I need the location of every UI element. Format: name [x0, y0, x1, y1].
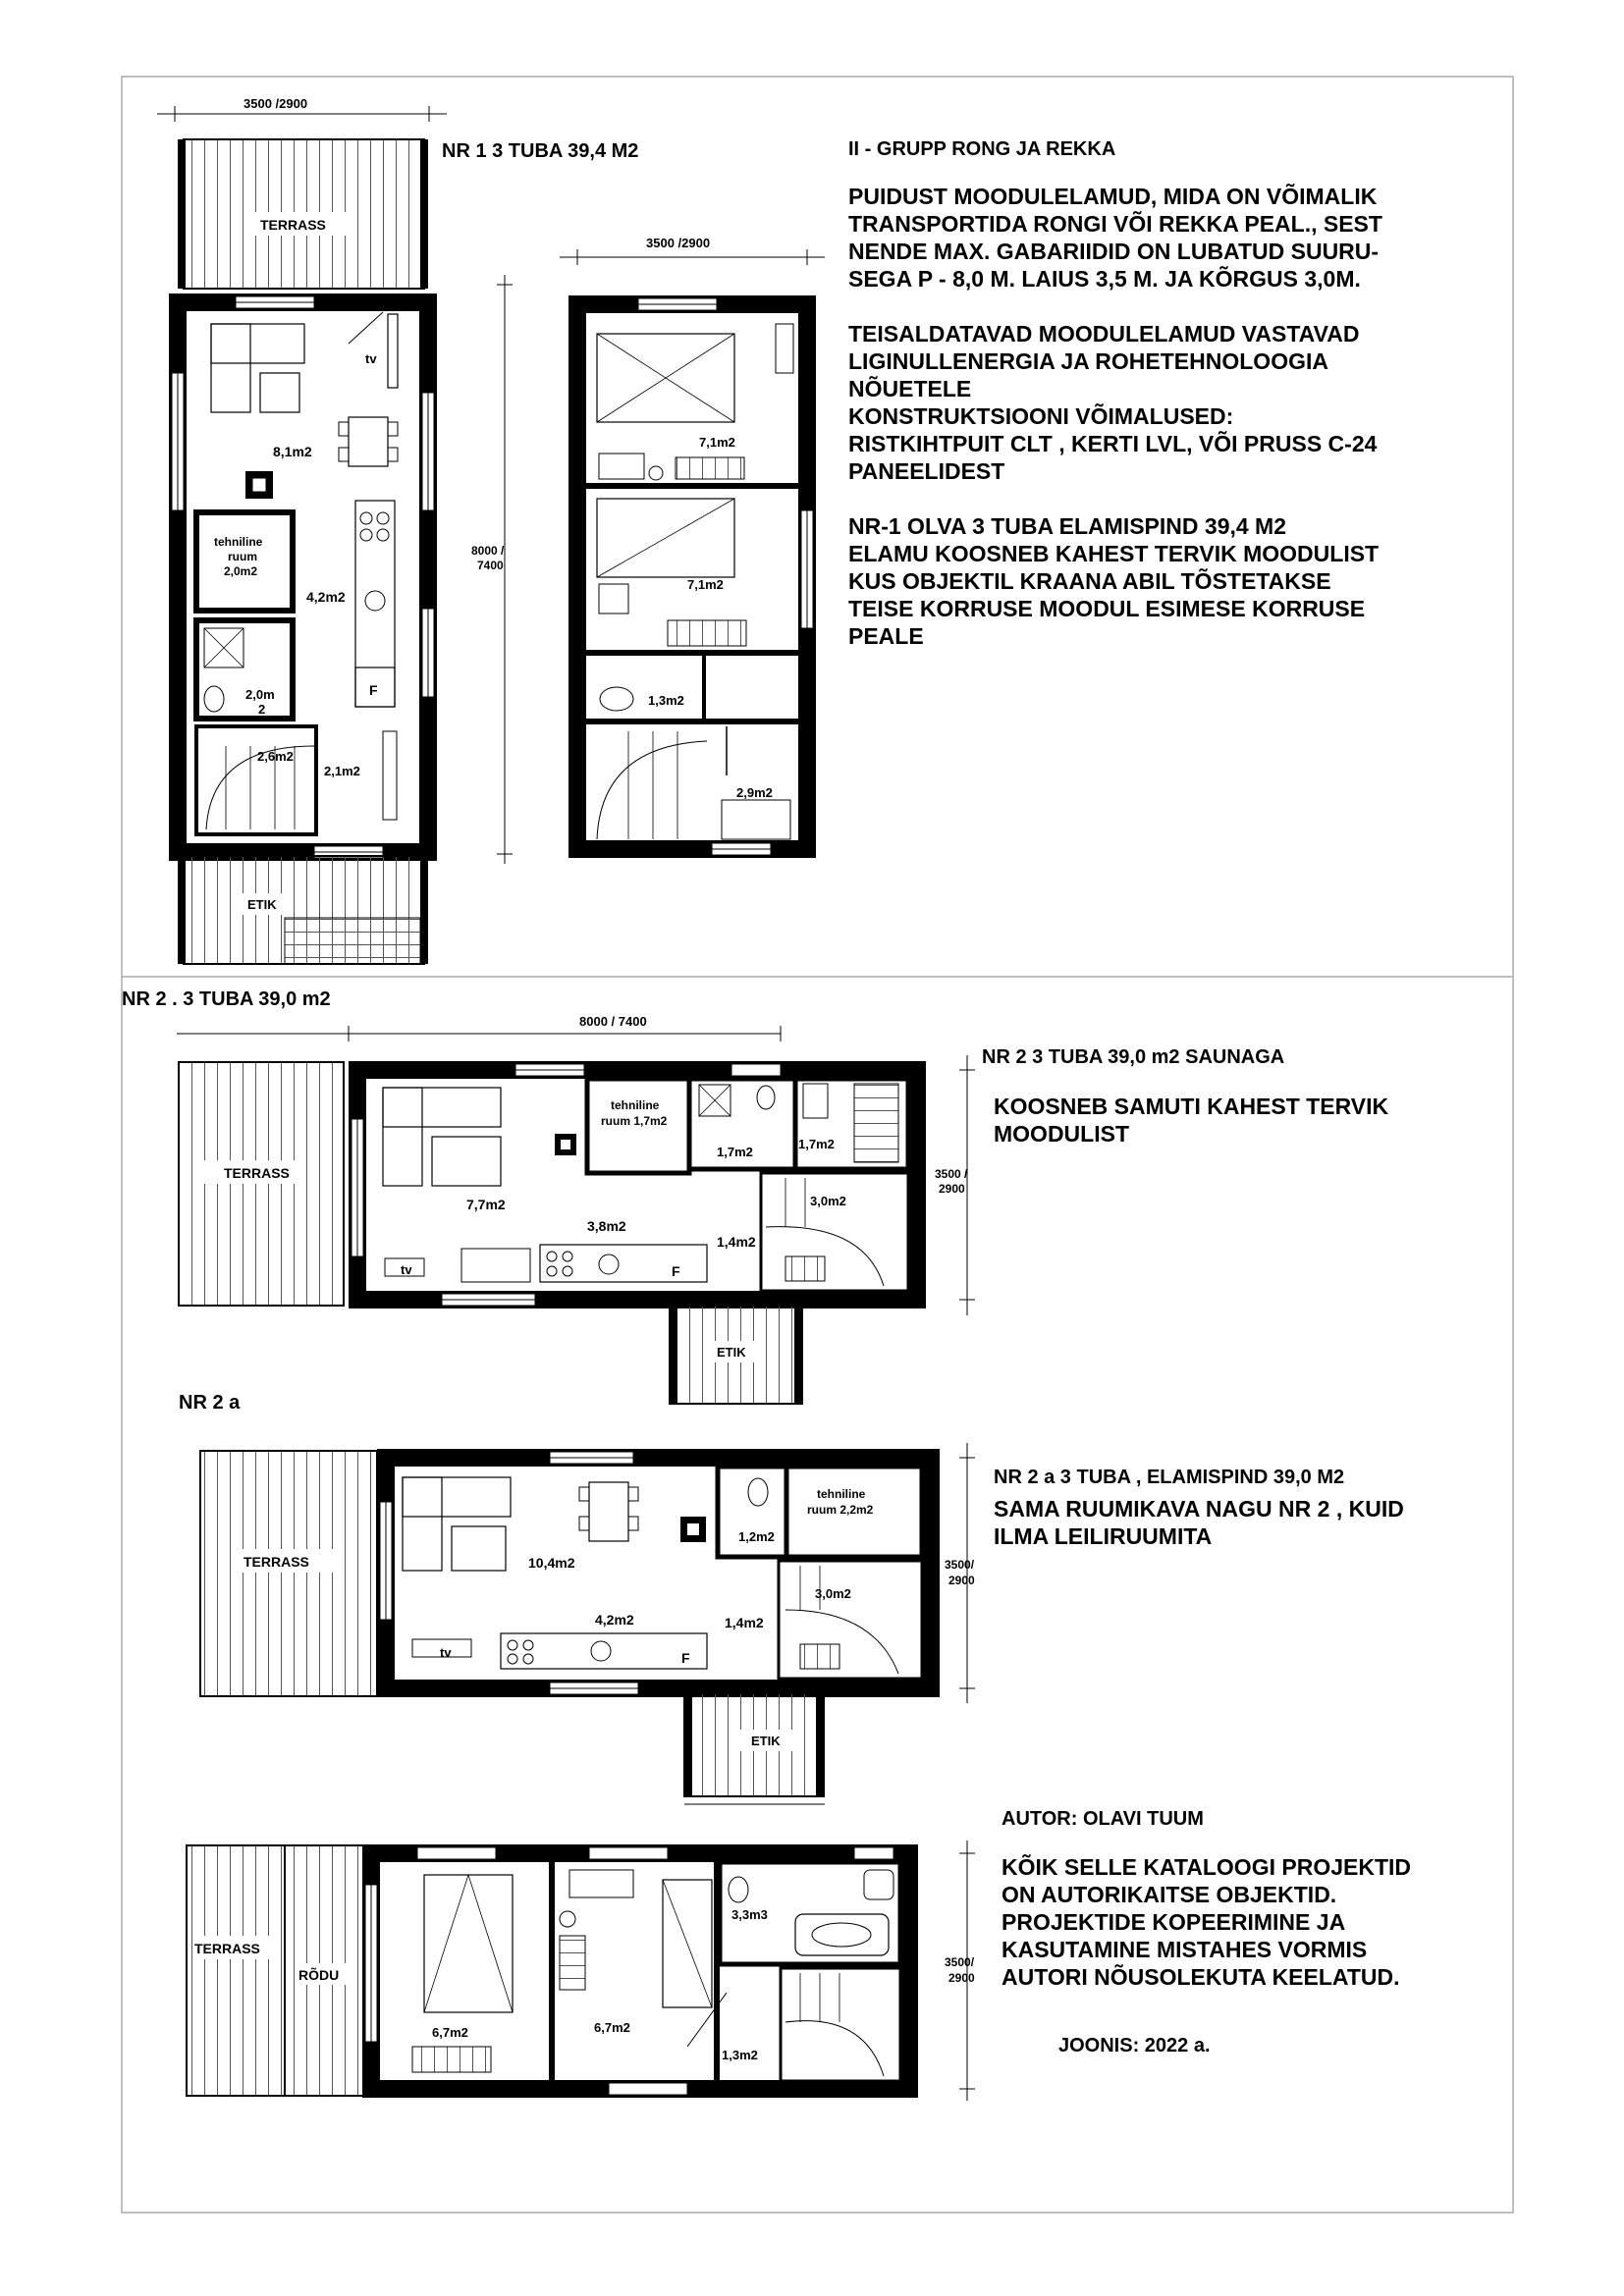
- room-area-hall: 2,1m2: [324, 764, 360, 778]
- room-label-terrace: TERRASS: [224, 1165, 290, 1181]
- author-line: AUTOR: OLAVI TUUM: [1001, 1808, 1204, 1830]
- room-label-porch: ETIK: [717, 1345, 746, 1360]
- room-area-living: 7,7m2: [466, 1197, 506, 1212]
- room-area-wc: 1,2m2: [738, 1529, 775, 1544]
- dimension-label: 3500 /2900: [244, 96, 308, 111]
- fridge-label: F: [369, 682, 378, 698]
- svg-text:2,0m2: 2,0m2: [224, 564, 258, 578]
- svg-text:7400: 7400: [477, 559, 504, 572]
- room-label-technical: tehniline: [611, 1098, 660, 1112]
- tv-label: tv: [401, 1262, 412, 1277]
- room-area-hall: 1,4m2: [725, 1615, 764, 1630]
- room-label-terrace: TERRASS: [260, 217, 326, 233]
- room-area-living: 8,1m2: [273, 444, 312, 459]
- nr2a-section-title: NR 2 a: [179, 1392, 241, 1414]
- plan-nr1-upper: [560, 236, 825, 855]
- svg-text:2900: 2900: [939, 1182, 965, 1196]
- plan-nr1-title: NR 1 3 TUBA 39,4 M2: [442, 140, 639, 162]
- nr2a-description: SAMA RUUMIKAVA NAGU NR 2 , KUID ILMA LEILIRUUMITA: [994, 1496, 1404, 1549]
- terrace-deck: [200, 1451, 377, 1696]
- nr2-title: NR 2 3 TUBA 39,0 m2 SAUNAGA: [982, 1046, 1285, 1068]
- room-area-kitchen: 4,2m2: [306, 589, 346, 605]
- room-area-wc: 2,0m: [245, 687, 275, 702]
- room-label-porch: ETIK: [247, 897, 277, 912]
- room-area-sauna: 1,7m2: [798, 1137, 835, 1151]
- fridge-label: F: [672, 1263, 680, 1279]
- svg-text:ruum 2,2m2: ruum 2,2m2: [807, 1503, 874, 1517]
- room-label-balcony: RÕDU: [298, 1967, 340, 1983]
- room-label-terrace: TERRASS: [244, 1554, 309, 1570]
- tv-label: tv: [440, 1645, 452, 1660]
- intro-heading: II - GRUPP RONG JA REKKA: [848, 138, 1116, 160]
- dimension-label: 3500/: [945, 1558, 975, 1572]
- room-area-bed1: 6,7m2: [432, 2025, 468, 2040]
- room-area-bed1: 7,1m2: [699, 435, 735, 450]
- svg-text:2: 2: [258, 702, 266, 717]
- svg-text:ruum: ruum: [228, 550, 257, 563]
- room-area-bed2: 6,7m2: [594, 2020, 630, 2035]
- drawing-date: JOONIS: 2022 a.: [1058, 2035, 1211, 2056]
- plan-upper-horizontal: [187, 1841, 975, 2101]
- dimension-label: 8000 / 7400: [579, 1014, 647, 1029]
- fridge-label: F: [681, 1650, 690, 1666]
- room-area-living: 10,4m2: [528, 1555, 575, 1571]
- nr2a-title: NR 2 a 3 TUBA , ELAMISPIND 39,0 M2: [994, 1467, 1345, 1488]
- svg-text:ruum 1,7m2: ruum 1,7m2: [601, 1114, 668, 1128]
- dimension-label: 3500 /: [935, 1167, 968, 1181]
- room-label-porch: ETIK: [751, 1734, 781, 1748]
- room-area-kitchen: 4,2m2: [595, 1612, 634, 1628]
- room-area-kitchen: 3,8m2: [587, 1218, 626, 1234]
- room-area-wc-upper: 1,3m2: [648, 693, 684, 708]
- room-area-bed2: 7,1m2: [687, 577, 724, 592]
- room-label-technical: tehniline: [817, 1487, 866, 1501]
- plan-nr2a: [200, 1443, 975, 1804]
- copyright-notice: KÕIK SELLE KATALOOGI PROJEKTID ON AUTORIKAITSE OBJEKTID. PROJEKTIDE KOPEERIMINE JA KASUTAMINE MISTAHES VORMIS AUTORI NÕUSOLEKUTA KEELATUD.: [1001, 1854, 1411, 1990]
- room-label-technical: tehniline: [214, 535, 263, 549]
- room-area-bath: 1,7m2: [717, 1145, 753, 1159]
- room-area-stair-upper: 2,9m2: [736, 785, 773, 800]
- nr2-section-title: NR 2 . 3 TUBA 39,0 m2: [122, 988, 331, 1010]
- tv-label: tv: [365, 351, 377, 366]
- room-area-stair: 3,0m2: [810, 1194, 846, 1208]
- room-area-stair: 2,6m2: [257, 749, 294, 764]
- dimension-label: 3500 /2900: [646, 236, 711, 250]
- dimension-label: 8000 /: [471, 544, 505, 558]
- plan-nr1-ground: [157, 96, 513, 964]
- svg-text:2900: 2900: [948, 1971, 975, 1985]
- dimension-label: 3500/: [945, 1955, 975, 1969]
- plan-nr2: [177, 1014, 975, 1404]
- nr2-description: KOOSNEB SAMUTI KAHEST TERVIK MOODULIST: [994, 1094, 1389, 1147]
- svg-text:2900: 2900: [948, 1574, 975, 1587]
- room-area-stair: 3,0m2: [815, 1586, 851, 1601]
- room-label-terrace: TERRASS: [194, 1941, 260, 1956]
- room-area-hall: 1,4m2: [717, 1234, 756, 1250]
- room-area-hall: 1,3m2: [722, 2048, 758, 2062]
- room-area-bath: 3,3m3: [731, 1907, 768, 1922]
- intro-paragraph: PUIDUST MOODULELAMUD, MIDA ON VÕIMALIK TRANSPORTIDA RONGI VÕI REKKA PEAL., SEST NENDE MAX. GABARIIDID ON LUBATUD SUURU- SEGA P - 8,0 M. LAIUS 3,5 M. JA KÕRGUS 3,0M. TEISALDATAVAD MOODULELAMUD VASTAVAD LIGINULLENERGIA JA ROHETEHNOLOOGIA NÕUETELE KONSTRUKTSIOONI VÕIMALUSED: RISTKIHTPUIT CLT , KERTI LVL, VÕI PRUSS C-24 PANEELIDEST NR-1 OLVA 3 TUBA ELAMISPIND 39,4 M2 ELAMU KOOSNEB KAHEST TERVIK MOODULIST KUS OBJEKTIL KRAANA ABIL TÕSTETAKSE TEISE KORRUSE MOODUL ESIMESE KORRUSE PEALE: [848, 184, 1382, 649]
